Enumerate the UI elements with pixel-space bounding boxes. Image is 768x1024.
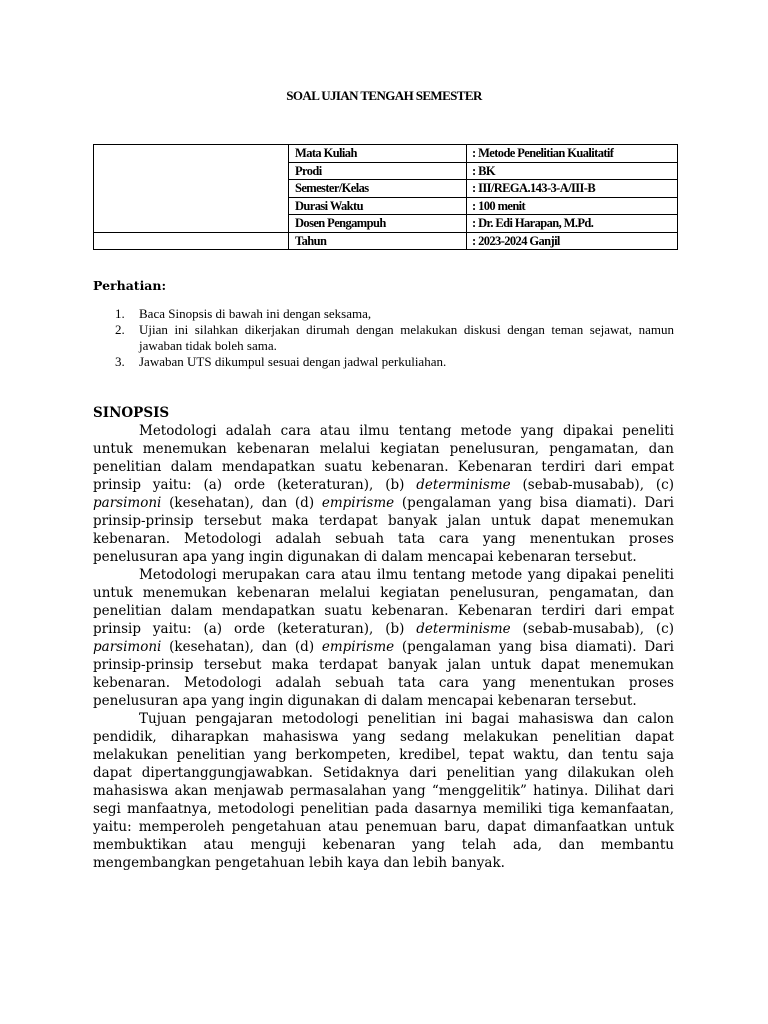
blank-cell xyxy=(94,232,289,250)
text-run: Metodologi merupakan cara atau ilmu tentang metode yang dipakai peneliti untuk menemukan kebenaran melalui kegiatan penelusuran, pengamatan, dan penelitian dalam mendapatkan suatu kebenaran. Kebenaran terdiri dari empat prinsip yaitu: (a) orde (keteraturan), (b) xyxy=(93,567,674,637)
info-label: Tahun xyxy=(289,232,467,250)
table-row xyxy=(94,145,678,163)
list-text: Jawaban UTS dikumpul sesuai dengan jadwal perkuliahan. xyxy=(139,354,447,369)
page-title: SOAL UJIAN TENGAH SEMESTER xyxy=(286,88,482,103)
text-run: (pengalaman yang bisa diamati). Dari prinsip-prinsip tersebut maka terdapat banyak jalan untuk dapat menemukan kebenaran. Metodologi adalah sebuah tata cara yang menentukan proses penelusuran apa yang ingin digunakan di dalam mencapai kebenaran tersebut. xyxy=(93,639,674,709)
list-number: 1. xyxy=(115,306,125,321)
sinopsis-paragraph-3: Tujuan pengajaran metodologi penelitian ini bagai mahasiswa dan calon pendidik, diharapkan mahasiswa yang sedang melakukan penelitian dapat melakukan penelitian yang berkompeten, kredibel, tepat waktu, dan tentu saja dapat dipertanggungjawabkan. Setidaknya dari penelitian yang dilakukan oleh mahasiswa akan menjawab permasalahan yang “menggelitik” hatinya. Dilihat dari segi manfaatnya, metodologi penelitian pada dasarnya memiliki tiga kemanfaatan, yaitu: memperoleh pengetahuan atau penemuan baru, dapat dimanfaatkan untuk membuktikan atau menguji kebenaran yang telah ada, dan membantu mengembangkan pengetahuan lebih kaya dan lebih banyak. xyxy=(93,711,674,871)
italic-term: empirisme xyxy=(321,639,395,655)
text-run: (kesehatan), dan (d) xyxy=(161,495,322,511)
sinopsis-paragraph-1 xyxy=(93,422,674,566)
info-label: Prodi xyxy=(289,162,467,180)
table-row xyxy=(94,232,678,250)
italic-term: determinisme xyxy=(416,621,511,637)
text-run: (sebab-musabab), (c) xyxy=(510,477,674,493)
italic-term: parsimoni xyxy=(93,639,162,655)
info-label: Dosen Pengampuh xyxy=(289,215,467,233)
list-item xyxy=(93,322,674,354)
sinopsis-section xyxy=(93,404,674,872)
info-value: : III/REGA.143-3-A/III-B xyxy=(467,180,678,198)
info-value: : 2023-2024 Ganjil xyxy=(467,232,678,250)
info-label: Mata Kuliah xyxy=(289,145,467,163)
list-number: 3. xyxy=(115,354,125,369)
italic-term: empirisme xyxy=(321,495,395,511)
info-value: : BK xyxy=(467,162,678,180)
text-run: (sebab-musabab), (c) xyxy=(510,621,674,637)
list-item xyxy=(93,354,674,370)
italic-term: determinisme xyxy=(416,477,511,493)
list-number: 2. xyxy=(115,322,125,337)
blank-cell xyxy=(94,145,289,233)
text-run: (pengalaman yang bisa diamati). Dari prinsip-prinsip tersebut maka terdapat banyak jalan untuk dapat menemukan kebenaran. Metodologi adalah sebuah tata cara yang menentukan proses penelusuran apa yang ingin digunakan di dalam mencapai kebenaran tersebut. xyxy=(93,495,674,565)
text-run: (kesehatan), dan (d) xyxy=(161,639,322,655)
info-value: : 100 menit xyxy=(467,197,678,215)
text-run: Metodologi adalah cara atau ilmu tentang metode yang dipakai peneliti untuk menemukan kebenaran melalui kegiatan penelusuran, pengamatan, dan penelitian dalam mendapatkan suatu kebenaran. Kebenaran terdiri dari empat prinsip yaitu: (a) orde (keteraturan), (b) xyxy=(93,423,674,493)
sinopsis-paragraph-2 xyxy=(93,566,674,710)
list-text: Baca Sinopsis di bawah ini dengan seksama, xyxy=(139,306,372,321)
list-text: Ujian ini silahkan dikerjakan dirumah dengan melakukan diskusi dengan teman sejawat, namun jawaban tidak boleh sama. xyxy=(139,322,674,353)
italic-term: parsimoni xyxy=(93,495,162,511)
info-label: Semester/Kelas xyxy=(289,180,467,198)
info-label: Durasi Waktu xyxy=(289,197,467,215)
perhatian-heading: Perhatian: xyxy=(93,278,167,293)
info-value: : Dr. Edi Harapan, M.Pd. xyxy=(467,215,678,233)
instruction-list xyxy=(93,306,674,370)
course-info-table xyxy=(93,144,678,250)
list-item xyxy=(93,306,674,322)
sinopsis-heading: SINOPSIS xyxy=(93,405,170,421)
info-value: : Metode Penelitian Kualitatif xyxy=(467,145,678,163)
